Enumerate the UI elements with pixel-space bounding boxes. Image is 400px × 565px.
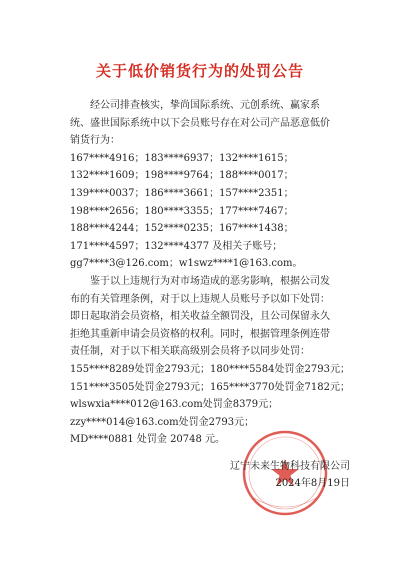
signature-date: 2024年8月19日	[275, 478, 350, 489]
account-line: 139****0037；186****3661；157****2351；	[70, 187, 294, 199]
account-line: gg7****3@126.com；w1swz****1@163.com。	[70, 258, 303, 270]
notice-body	[70, 97, 350, 449]
account-line: 167****4916；183****6937；132****1615；	[70, 152, 294, 164]
notice-title: 关于低价销货行为的处罚公告	[95, 62, 304, 80]
penalty-paragraph: 鉴于以上违规行为对市场造成的恶劣影响，根据公司发布的有关管理条例，对于以上违规人员账号予以如下处罚：即日起取消会员资格，相关收益全额罚没，且公司保留永久拒绝其重新申请会员资格的权利。同时，根据管理条例连带责任制，对于以下相关联高级别会员将予以同步处罚：	[70, 275, 330, 358]
account-line: 132****1609；198****9764；188****0017；	[70, 170, 294, 182]
account-line: 198****2656；180****3355；177****7467；	[70, 205, 294, 217]
account-line: 171****4597；132****4377 及相关子账号；	[70, 240, 283, 252]
penalty-line: 151****3505处罚金2793元；165****3770处罚金7182元；	[70, 381, 350, 393]
account-line: 188****4244；152****0235；167****1438；	[70, 223, 294, 235]
intro-paragraph: 经公司排查核实，挚尚国际系统、元创系统、赢家系统、盛世国际系统中以下会员账号存在对公司产品恶意低价销货行为：	[70, 100, 330, 147]
penalty-line: MD****0881 处罚金 20748 元。	[70, 434, 226, 446]
signature-company: 辽宁未来生物科技有限公司	[230, 461, 350, 472]
penalty-line: 155****8289处罚金2793元；180****5584处罚金2793元；	[70, 363, 350, 375]
penalty-line: zzy****014@163.com处罚金2793元；	[70, 416, 255, 428]
penalty-line: wlswxia****012@163.com处罚金8379元；	[70, 399, 279, 411]
signature-block	[200, 458, 350, 492]
